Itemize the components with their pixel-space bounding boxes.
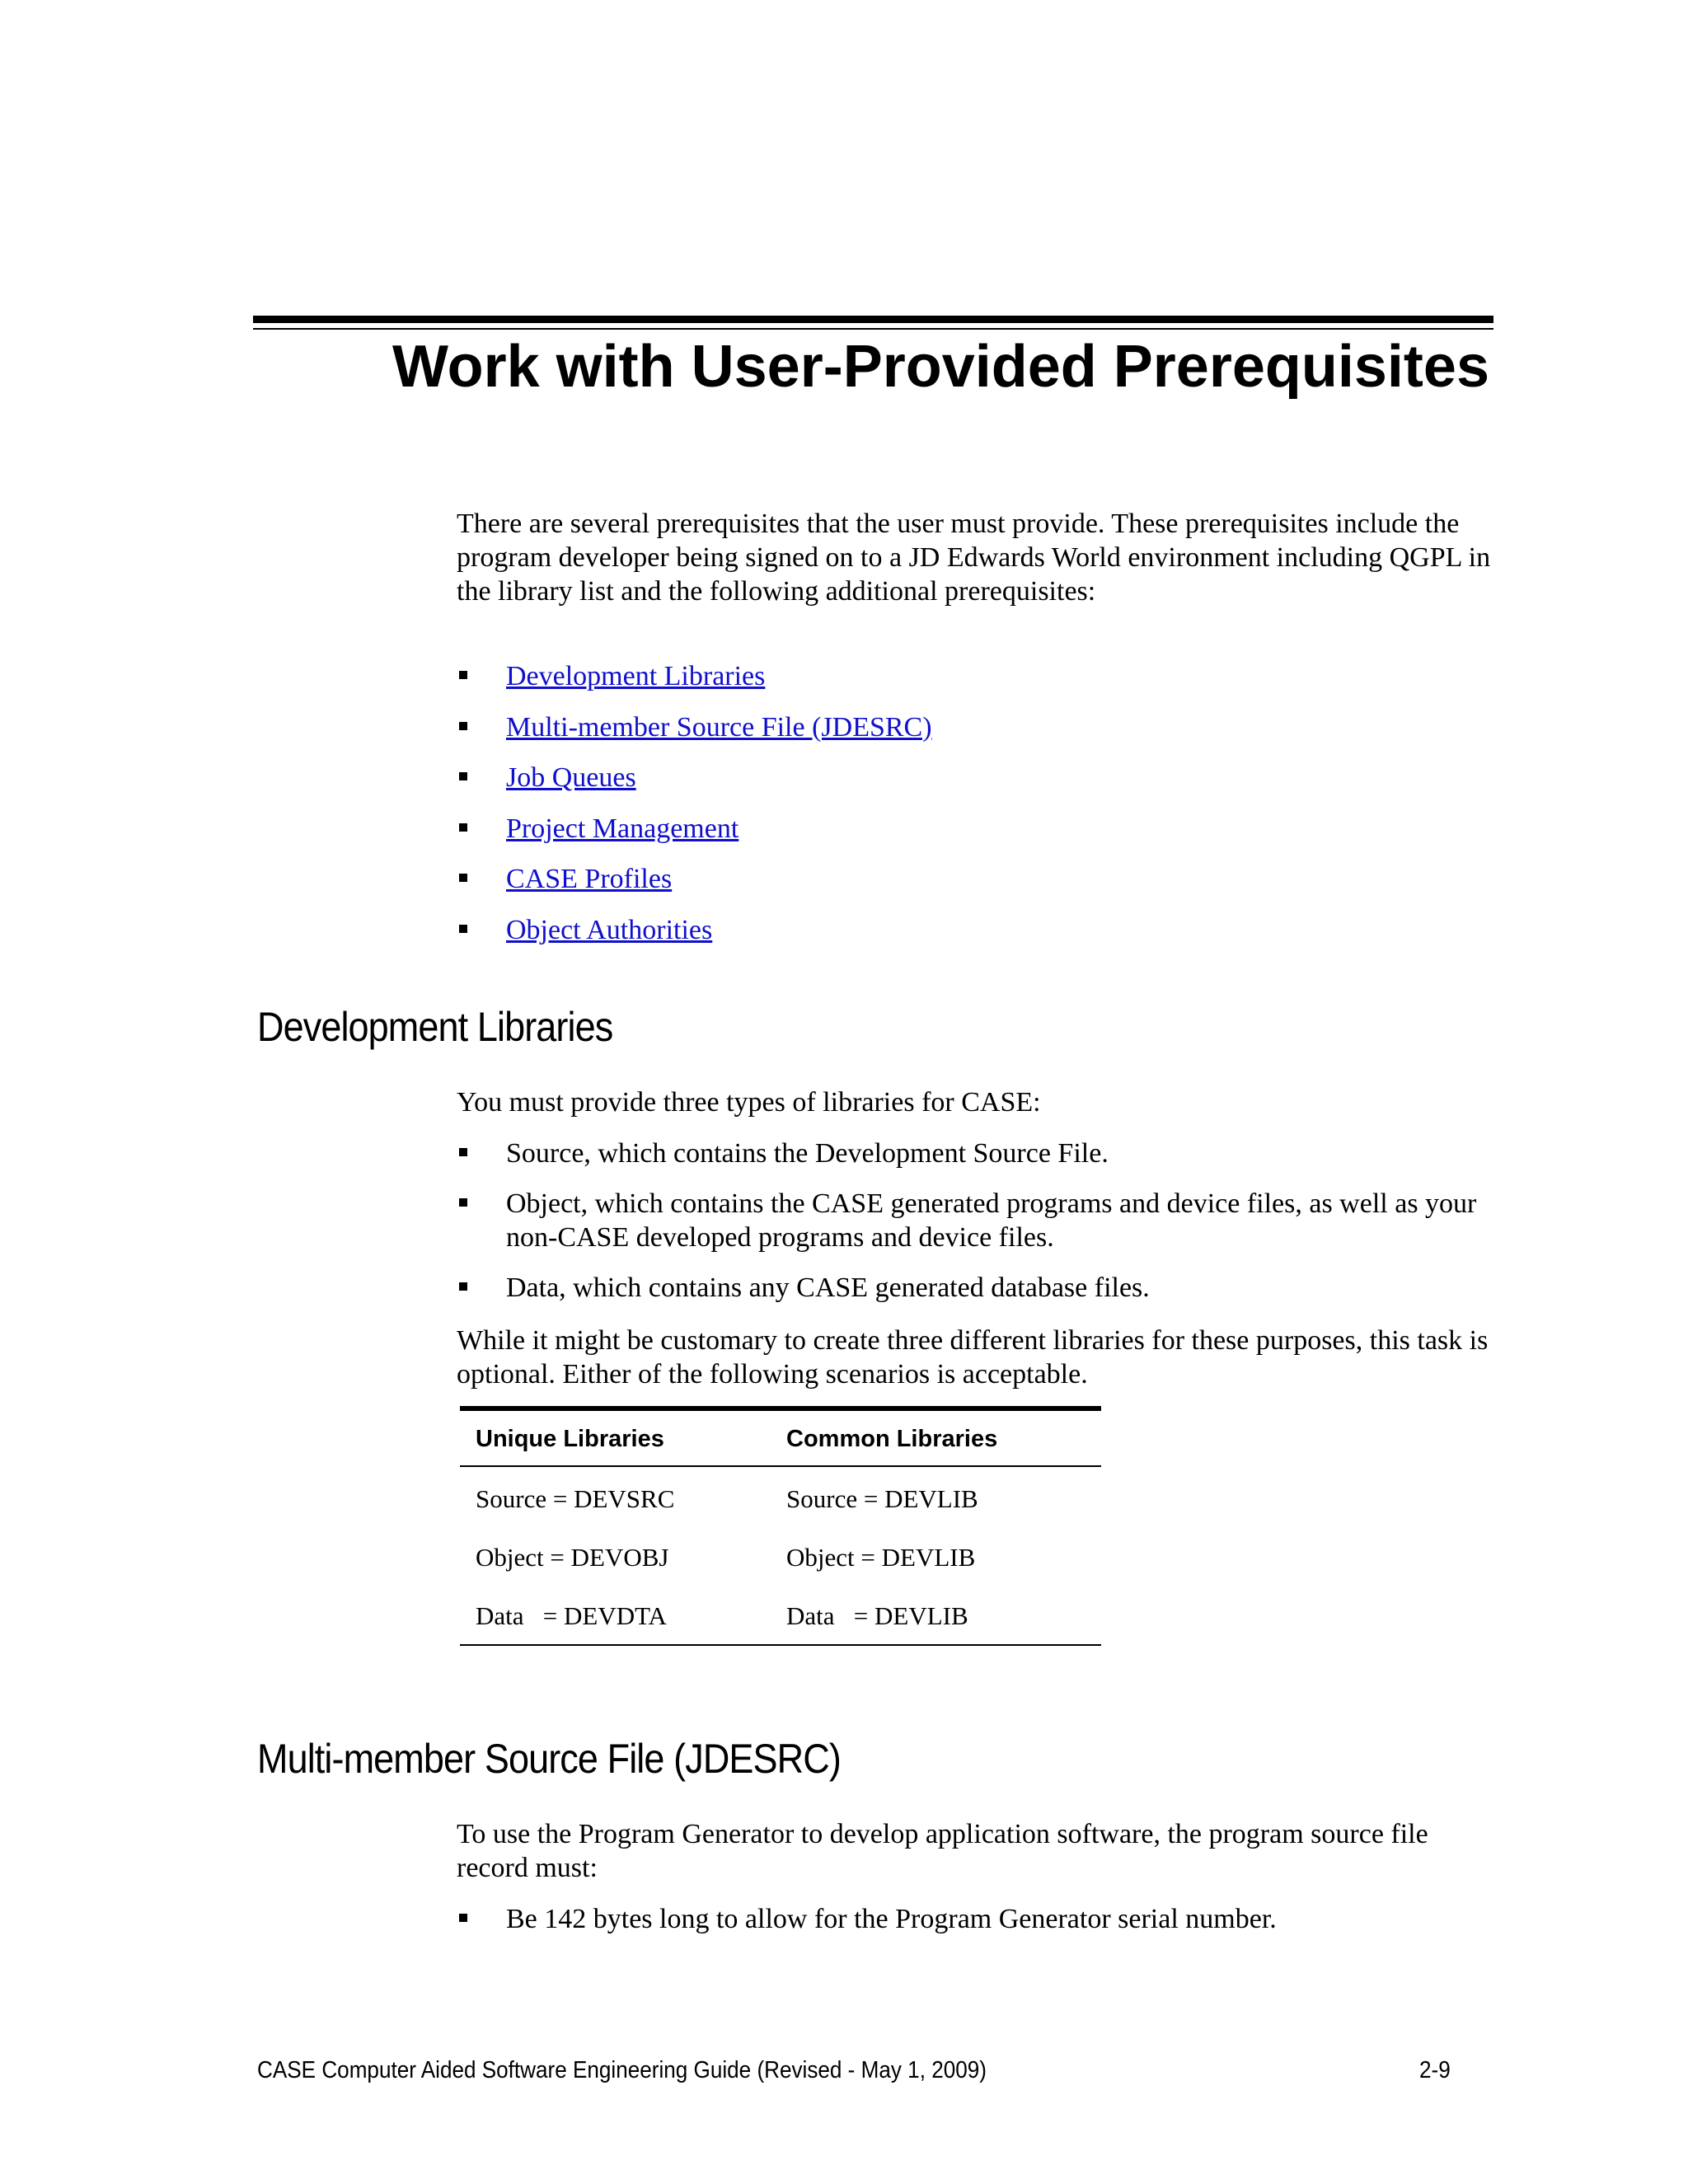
table-cell: Source = DEVLIB	[786, 1484, 978, 1513]
link-object-authorities[interactable]: Object Authorities	[506, 914, 713, 945]
list-item-text: Object, which contains the CASE generated programs and device files, as well as your non-CASE developed programs and device files.	[506, 1188, 1477, 1253]
table-cell: Data = DEVLIB	[786, 1601, 968, 1630]
table-cell: Object = DEVLIB	[786, 1543, 976, 1572]
footer-document-title: CASE Computer Aided Software Engineering Guide (Revised - May 1, 2009)	[257, 2057, 987, 2083]
jdesrc-bullet-list	[457, 1902, 1495, 1936]
toc-item	[457, 812, 1495, 863]
page-title: Work with User-Provided Prerequisites	[392, 334, 1489, 400]
toc-item	[457, 761, 1495, 812]
bullet-square-icon	[459, 671, 467, 679]
link-development-libraries[interactable]: Development Libraries	[506, 661, 766, 691]
toc-item	[457, 913, 1495, 964]
list-item-text: Source, which contains the Development Source File.	[506, 1138, 1109, 1169]
bullet-square-icon	[459, 1148, 467, 1156]
list-item-text: Be 142 bytes long to allow for the Program Generator serial number.	[506, 1904, 1277, 1934]
section-heading-development-libraries: Development Libraries	[257, 1004, 613, 1050]
bullet-square-icon	[459, 772, 467, 780]
bullet-square-icon	[459, 874, 467, 882]
footer-page-number: 2-9	[1419, 2057, 1451, 2083]
link-project-management[interactable]: Project Management	[506, 813, 739, 844]
table-header-common: Common Libraries	[786, 1426, 998, 1452]
list-item	[457, 1187, 1495, 1254]
toc-item	[457, 862, 1495, 913]
table-bottom-rule	[460, 1644, 1101, 1646]
section-heading-jdesrc: Multi-member Source File (JDESRC)	[257, 1736, 841, 1782]
table-cell: Object = DEVOBJ	[476, 1543, 669, 1572]
title-rule-thick	[253, 316, 1493, 323]
bullet-square-icon	[459, 925, 467, 933]
list-item	[457, 1137, 1495, 1170]
table-top-rule	[460, 1406, 1101, 1411]
link-case-profiles[interactable]: CASE Profiles	[506, 864, 673, 895]
bullet-square-icon	[459, 823, 467, 832]
devlib-outro-paragraph: While it might be customary to create three different libraries for these purposes, this task is optional. Either of the following scenarios is acceptable.	[457, 1325, 1489, 1390]
bullet-square-icon	[459, 722, 467, 730]
devlib-bullet-list	[457, 1137, 1495, 1321]
toc-item	[457, 710, 1495, 762]
list-item	[457, 1271, 1495, 1305]
bullet-square-icon	[459, 1198, 467, 1207]
table-header-unique: Unique Libraries	[476, 1426, 664, 1452]
toc-item	[457, 659, 1495, 710]
table-header-rule	[460, 1465, 1101, 1467]
list-item	[457, 1902, 1495, 1936]
bullet-square-icon	[459, 1282, 467, 1291]
toc-list	[457, 659, 1495, 964]
link-multi-member-source-file[interactable]: Multi-member Source File (JDESRC)	[506, 711, 932, 743]
link-job-queues[interactable]: Job Queues	[506, 762, 636, 794]
intro-paragraph: There are several prerequisites that the user must provide. These prerequisites include the program developer being signed on to a JD Edwards World environment including QGPL in the library list and the following additional prerequisites:	[457, 509, 1491, 607]
table-cell: Data = DEVDTA	[476, 1601, 667, 1630]
jdesrc-intro-paragraph: To use the Program Generator to develop application software, the program source file record must:	[457, 1819, 1428, 1883]
list-item-text: Data, which contains any CASE generated database files.	[506, 1272, 1150, 1303]
bullet-square-icon	[459, 1914, 467, 1922]
devlib-intro-paragraph: You must provide three types of libraries for CASE:	[457, 1087, 1041, 1118]
table-cell: Source = DEVSRC	[476, 1484, 675, 1513]
